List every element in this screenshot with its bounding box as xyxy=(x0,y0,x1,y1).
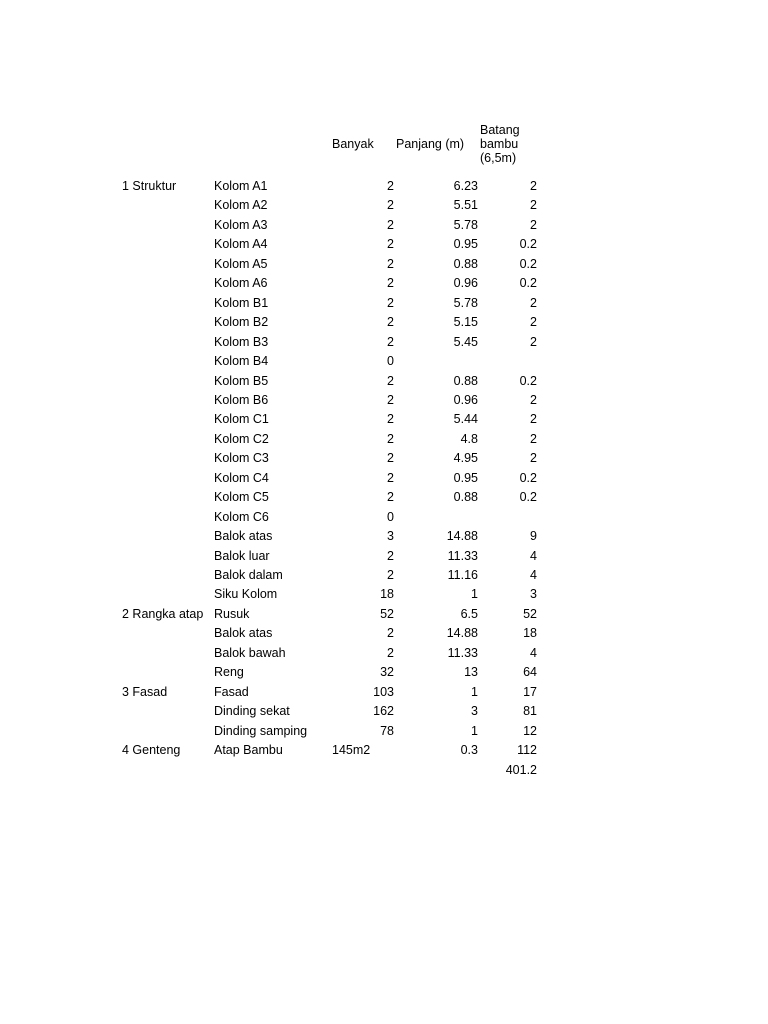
quantity-cell: 2 xyxy=(387,256,394,271)
quantity-cell: 2 xyxy=(387,451,394,466)
table-row xyxy=(0,741,768,761)
bamboo-count-cell: 112 xyxy=(517,743,537,758)
quantity-cell: 2 xyxy=(387,295,394,310)
length-cell: 6.23 xyxy=(453,179,478,193)
item-name: Kolom B1 xyxy=(214,295,269,310)
item-name: Kolom A2 xyxy=(214,198,268,213)
bamboo-count-cell: 4 xyxy=(530,548,537,563)
table-row xyxy=(0,333,768,353)
item-name: Kolom A5 xyxy=(214,256,268,271)
group-label: 2 Rangka atap xyxy=(122,606,204,621)
quantity-cell: 103 xyxy=(373,684,394,699)
table-row xyxy=(0,508,768,528)
table-row xyxy=(0,294,768,314)
bamboo-count-cell: 2 xyxy=(530,334,537,349)
table-row xyxy=(0,235,768,255)
item-name: Siku Kolom xyxy=(214,587,278,602)
item-name: Atap Bambu xyxy=(214,743,283,758)
table-row xyxy=(0,566,768,586)
table-row xyxy=(0,177,768,197)
item-name: Reng xyxy=(214,665,244,680)
quantity-cell: 0 xyxy=(387,509,394,524)
length-cell: 0.88 xyxy=(453,490,478,505)
item-name: Dinding sekat xyxy=(214,704,290,719)
item-name: Balok atas xyxy=(214,529,273,544)
table-row xyxy=(0,761,768,781)
table-row xyxy=(0,527,768,547)
header-banyak: Banyak xyxy=(332,137,374,151)
bamboo-count-cell: 0.2 xyxy=(519,373,537,388)
length-cell: 6.5 xyxy=(460,606,478,621)
length-cell: 3 xyxy=(471,704,478,719)
table-row xyxy=(0,469,768,489)
length-cell: 0.3 xyxy=(460,743,478,758)
quantity-cell: 2 xyxy=(387,568,394,582)
table-row xyxy=(0,663,768,683)
quantity-cell: 162 xyxy=(373,704,394,719)
table-row xyxy=(0,702,768,722)
item-name: Kolom A4 xyxy=(214,237,268,252)
length-cell: 1 xyxy=(471,723,478,738)
item-name: Kolom C4 xyxy=(214,470,269,485)
item-name: Kolom B2 xyxy=(214,315,269,330)
quantity-cell: 18 xyxy=(380,587,394,602)
length-cell: 5.78 xyxy=(453,295,478,310)
bamboo-count-cell: 2 xyxy=(530,217,537,232)
table-row xyxy=(0,585,768,605)
item-name: Kolom C6 xyxy=(214,509,269,524)
item-name: Kolom B4 xyxy=(214,354,269,369)
length-cell: 5.78 xyxy=(453,217,478,232)
length-cell: 5.45 xyxy=(453,334,478,349)
table-row xyxy=(0,430,768,450)
item-name: Balok luar xyxy=(214,548,270,563)
item-name: Kolom A6 xyxy=(214,276,268,291)
item-name: Kolom C5 xyxy=(214,490,269,505)
bamboo-count-cell: 2 xyxy=(530,451,537,466)
bamboo-count-cell: 18 xyxy=(523,626,537,641)
length-cell: 1 xyxy=(471,587,478,602)
length-cell: 5.51 xyxy=(453,198,478,213)
bamboo-count-cell: 2 xyxy=(530,392,537,407)
quantity-cell: 2 xyxy=(387,645,394,660)
item-name: Kolom B3 xyxy=(214,334,269,349)
bamboo-count-cell: 0.2 xyxy=(519,490,537,505)
table-row xyxy=(0,216,768,236)
length-cell: 13 xyxy=(464,665,478,680)
length-cell: 0.88 xyxy=(453,256,478,271)
item-name: Kolom C1 xyxy=(214,412,269,427)
table-row xyxy=(0,624,768,644)
bamboo-count-cell: 0.2 xyxy=(519,470,537,485)
bamboo-count-cell: 2 xyxy=(530,431,537,446)
table-row xyxy=(0,683,768,703)
bamboo-count-cell: 12 xyxy=(523,723,537,738)
bamboo-count-cell: 64 xyxy=(523,665,537,680)
bamboo-count-cell: 4 xyxy=(530,568,537,582)
bamboo-count-cell: 0.2 xyxy=(519,256,537,271)
quantity-cell: 2 xyxy=(387,217,394,232)
item-name: Kolom B6 xyxy=(214,392,269,407)
length-cell: 0.95 xyxy=(453,237,478,252)
table-row xyxy=(0,196,768,216)
table-row xyxy=(0,391,768,411)
quantity-cell: 2 xyxy=(387,470,394,485)
bamboo-count-cell: 0.2 xyxy=(519,237,537,252)
header-batang-bambu: Batang bambu (6,5m) xyxy=(480,123,520,165)
table-row xyxy=(0,352,768,372)
table-row xyxy=(0,274,768,294)
length-cell: 5.44 xyxy=(453,412,478,427)
item-name: Kolom C3 xyxy=(214,451,269,466)
quantity-cell: 2 xyxy=(387,626,394,641)
bamboo-count-cell: 2 xyxy=(530,295,537,310)
quantity-cell: 52 xyxy=(380,606,394,621)
quantity-cell: 2 xyxy=(387,198,394,213)
item-name: Kolom A1 xyxy=(214,179,268,193)
quantity-cell: 2 xyxy=(387,237,394,252)
bamboo-count-cell: 3 xyxy=(530,587,537,602)
bamboo-count-cell: 0.2 xyxy=(519,276,537,291)
length-cell: 11.33 xyxy=(447,645,478,660)
bamboo-count-cell: 2 xyxy=(530,198,537,213)
item-name: Fasad xyxy=(214,684,249,699)
item-name: Dinding samping xyxy=(214,723,308,738)
bamboo-count-cell: 2 xyxy=(530,315,537,330)
quantity-cell: 2 xyxy=(387,392,394,407)
group-label: 1 Struktur xyxy=(122,179,177,193)
quantity-cell: 78 xyxy=(380,723,394,738)
bamboo-count-cell: 81 xyxy=(523,704,537,719)
quantity-cell: 32 xyxy=(380,665,394,680)
length-cell: 11.33 xyxy=(447,548,478,563)
quantity-cell: 0 xyxy=(387,354,394,369)
bamboo-count-cell: 401.2 xyxy=(505,762,537,777)
bamboo-count-cell: 2 xyxy=(530,179,537,193)
quantity-cell: 3 xyxy=(387,529,394,544)
bamboo-count-cell: 4 xyxy=(530,645,537,660)
quantity-cell: 2 xyxy=(387,412,394,427)
length-cell: 0.88 xyxy=(453,373,478,388)
table-row xyxy=(0,313,768,333)
table-row xyxy=(0,372,768,392)
length-cell: 14.88 xyxy=(446,626,478,641)
item-name: Balok bawah xyxy=(214,645,286,660)
table-row xyxy=(0,255,768,275)
quantity-cell: 2 xyxy=(387,179,394,193)
length-cell: 4.8 xyxy=(460,431,478,446)
table-row xyxy=(0,605,768,625)
length-cell: 0.96 xyxy=(453,392,478,407)
quantity-cell: 2 xyxy=(387,490,394,505)
bamboo-count-cell: 2 xyxy=(530,412,537,427)
table-row xyxy=(0,644,768,664)
quantity-cell: 2 xyxy=(387,334,394,349)
group-label: 3 Fasad xyxy=(122,684,168,699)
group-label: 4 Genteng xyxy=(122,743,181,758)
item-name: Kolom C2 xyxy=(214,431,269,446)
quantity-cell: 2 xyxy=(387,548,394,563)
bamboo-count-cell: 52 xyxy=(523,606,537,621)
length-cell: 0.96 xyxy=(453,276,478,291)
length-cell: 14.88 xyxy=(446,529,478,544)
length-cell: 5.15 xyxy=(453,315,478,330)
bamboo-count-cell: 9 xyxy=(530,529,537,544)
item-name: Rusuk xyxy=(214,606,250,621)
item-name: Kolom A3 xyxy=(214,217,268,232)
length-cell: 4.95 xyxy=(453,451,478,466)
length-cell: 1 xyxy=(471,684,478,699)
length-cell: 11.16 xyxy=(447,568,478,582)
quantity-cell: 2 xyxy=(387,373,394,388)
quantity-cell: 2 xyxy=(387,315,394,330)
item-name: Kolom B5 xyxy=(214,373,269,388)
table-row xyxy=(0,488,768,508)
bamboo-count-cell: 17 xyxy=(523,684,537,699)
quantity-cell: 145m2 xyxy=(332,743,371,758)
table-row xyxy=(0,410,768,430)
quantity-cell: 2 xyxy=(387,276,394,291)
item-name: Balok dalam xyxy=(214,568,283,582)
quantity-cell: 2 xyxy=(387,431,394,446)
table-row xyxy=(0,547,768,567)
length-cell: 0.95 xyxy=(453,470,478,485)
table-row xyxy=(0,449,768,469)
item-name: Balok atas xyxy=(214,626,273,641)
header-panjang: Panjang (m) xyxy=(396,137,465,151)
table-row xyxy=(0,722,768,742)
